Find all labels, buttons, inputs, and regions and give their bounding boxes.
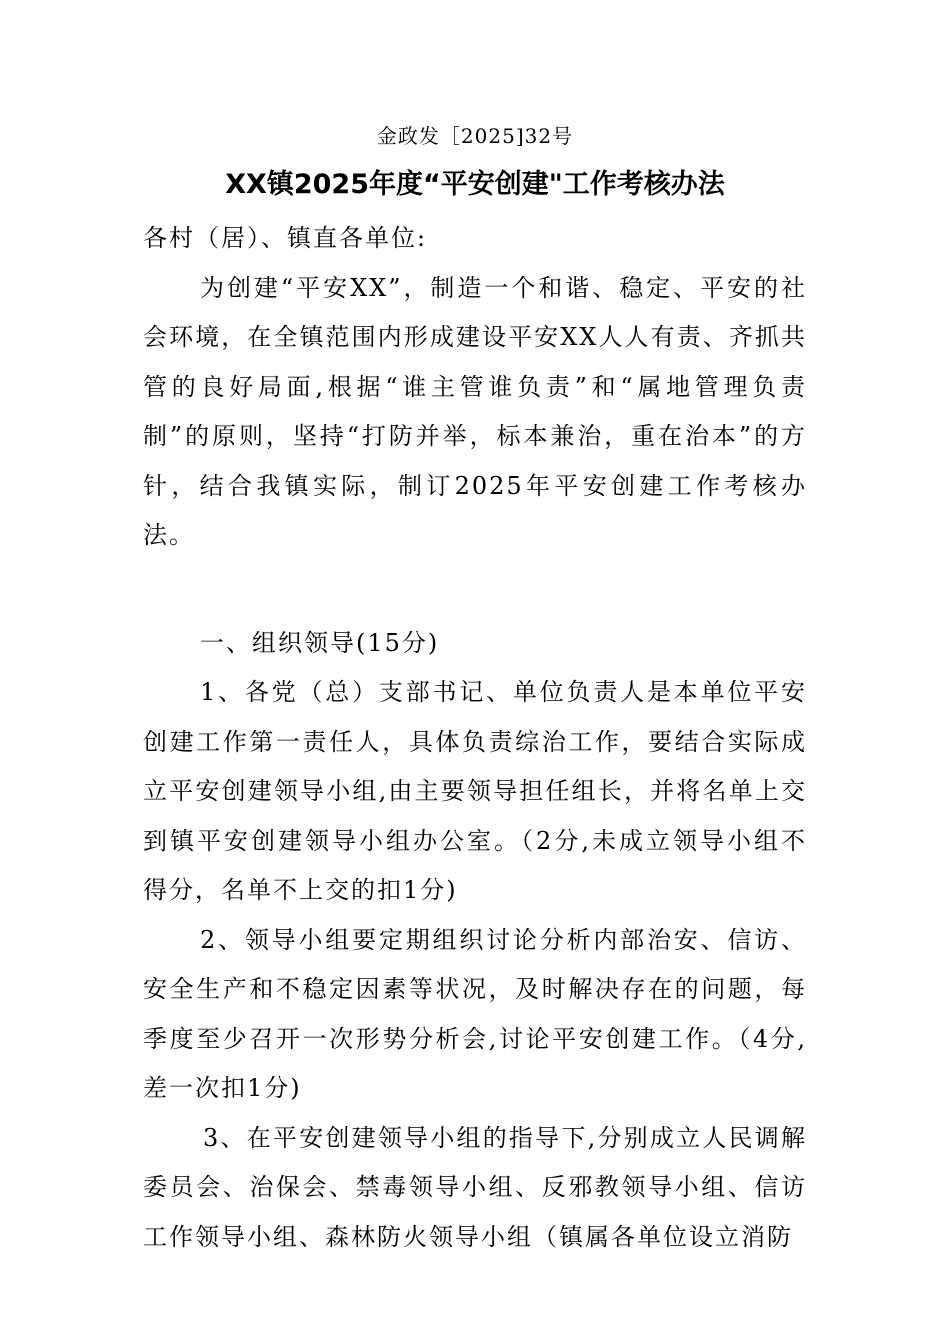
section-heading-organization: 一、组织领导(15分) xyxy=(200,628,440,657)
intro-paragraph: 为创建“平安XX”，制造一个和谐、稳定、平安的社会环境，在全镇范围内形成建设平安XX人人有责、齐抓共管的良好局面,根据“谁主管谁负责”和“属地管理负责制”的原则，坚持“打防并举，标本兼治，重在治本”的方针，结合我镇实际，制订2025年平安创建工作考核办法。 xyxy=(143,273,807,549)
document-title: XX镇2025年度“平安创建"工作考核办法 xyxy=(225,169,725,200)
item-paragraph-2: 2、领导小组要定期组织讨论分析内部治安、信访、安全生产和不稳定因素等状况，及时解决存在的问题，每季度至少召开一次形势分析会,讨论平安创建工作。（4分,差一次扣1分) xyxy=(143,925,807,1102)
item-paragraph-1: 1、各党（总）支部书记、单位负责人是本单位平安创建工作第一责任人，具体负责综治工作，要结合实际成立平安创建领导小组,由主要领导担任组长，并将名单上交到镇平安创建领导小组办公室。（2分,未成立领导小组不得分，名单不上交的扣1分) xyxy=(143,678,807,904)
document-body xyxy=(143,214,807,1262)
document-number: 金政发［2025]32号 xyxy=(376,124,574,148)
salutation: 各村（居）、镇直各单位: xyxy=(143,224,428,252)
item-paragraph-3: 3、在平安创建领导小组的指导下,分别成立人民调解委员会、治保会、禁毒领导小组、反邪教领导小组、信访工作领导小组、森林防火领导小组（镇属各单位设立消防 xyxy=(143,1123,807,1251)
